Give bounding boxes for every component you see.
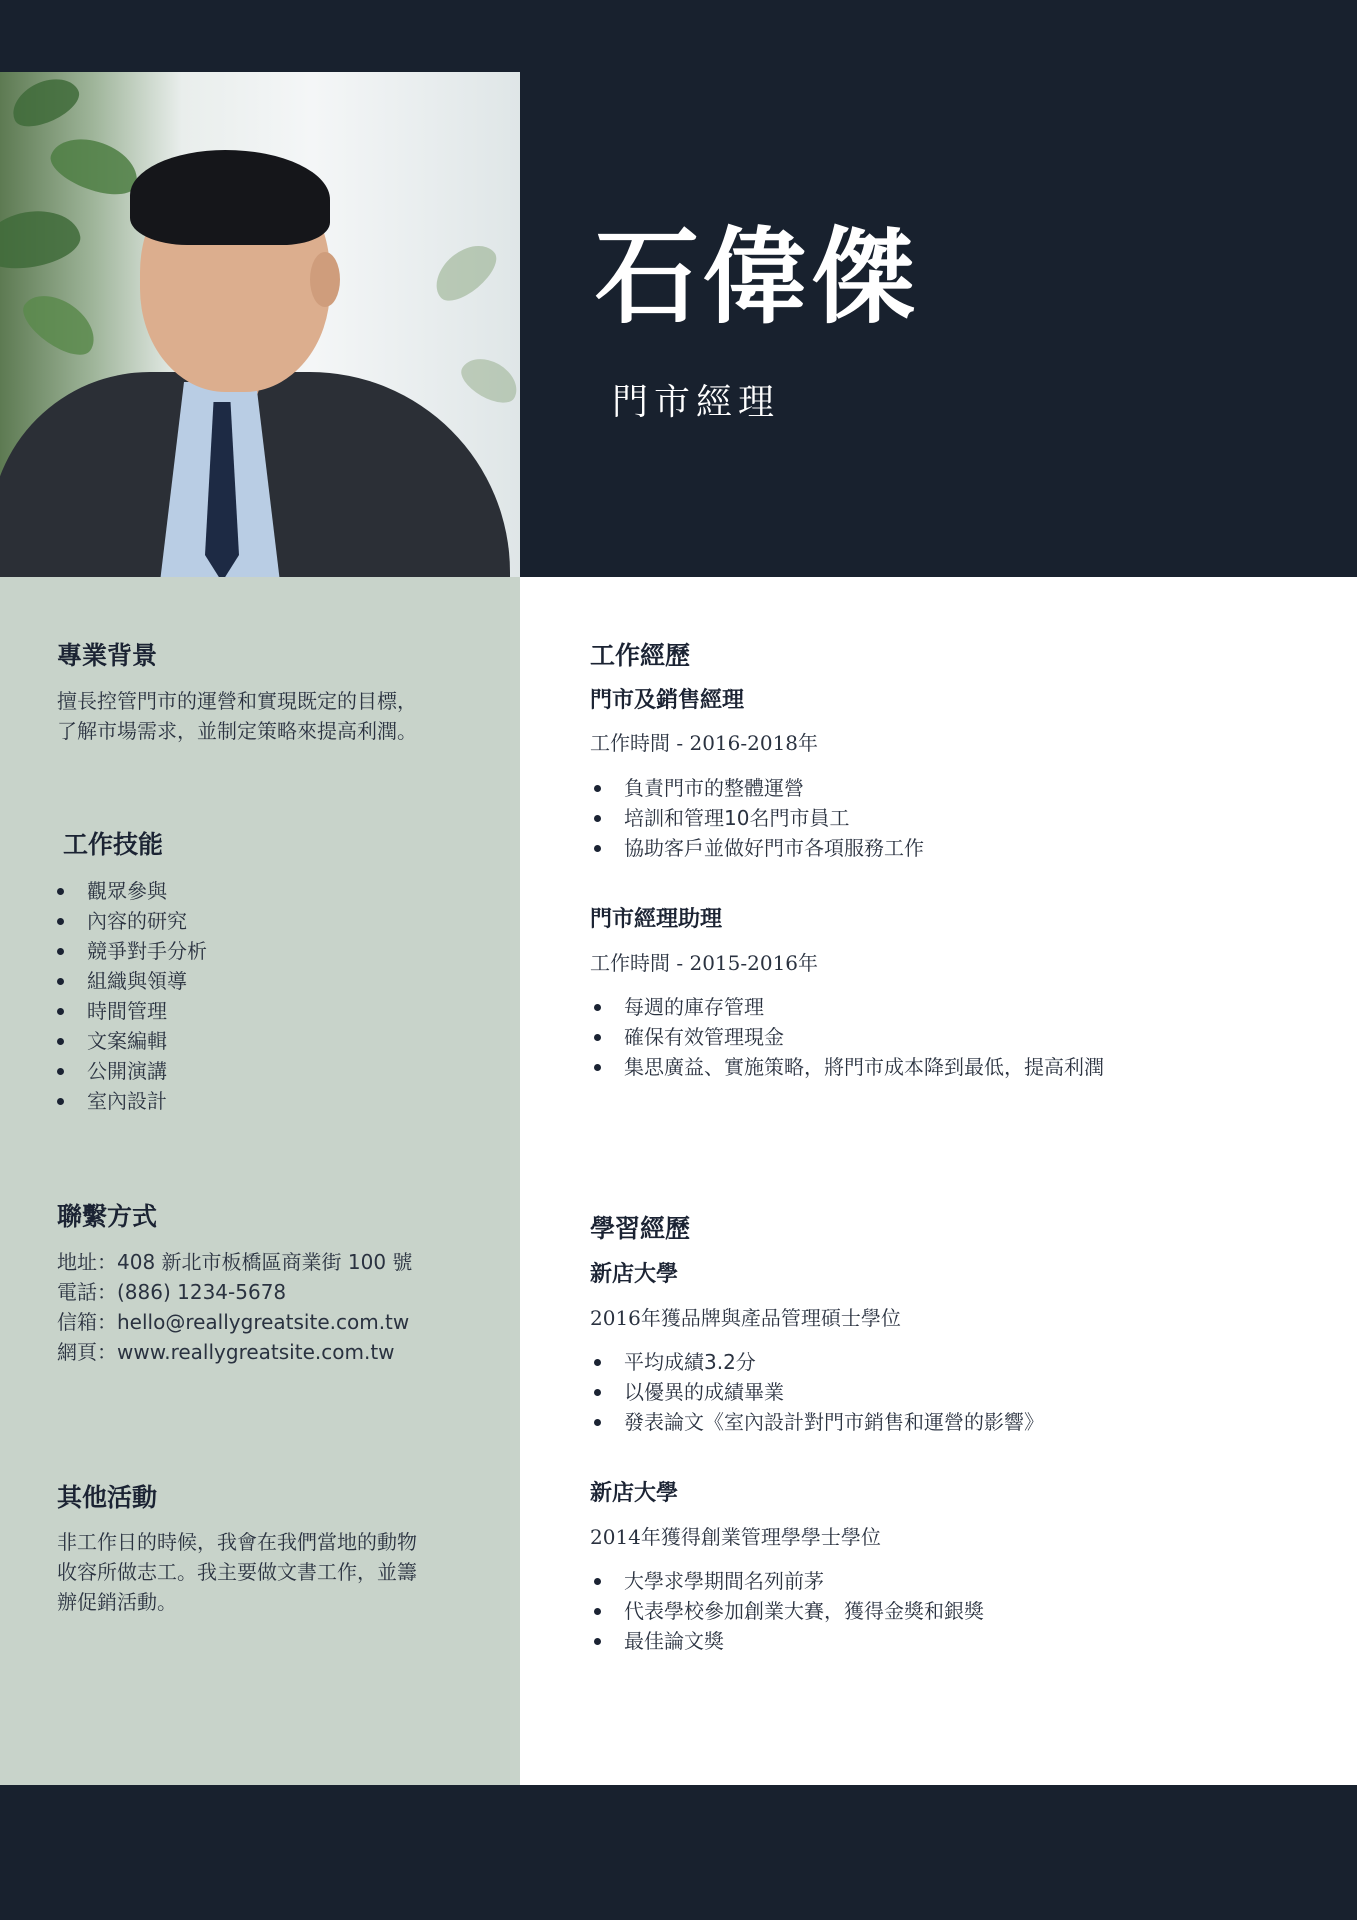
achievement: 以優異的成績畢業 — [594, 1377, 1044, 1407]
plant-leaf — [0, 204, 84, 276]
contact-website[interactable]: 網頁：www.reallygreatsite.com.tw — [57, 1340, 395, 1364]
skill-item: 內容的研究 — [57, 906, 207, 936]
job-period: 工作時間 - 2016-2018年 — [590, 731, 819, 755]
job-duties — [594, 773, 924, 863]
achievement: 平均成績3.2分 — [594, 1347, 1044, 1377]
skills-list — [57, 876, 207, 1116]
job-period: 工作時間 - 2015-2016年 — [590, 951, 819, 975]
job-duty: 確保有效管理現金 — [594, 1022, 1104, 1052]
activities-line: 辦促銷活動。 — [57, 1590, 177, 1614]
person-title: 門市經理 — [612, 382, 781, 423]
top-band — [0, 0, 1357, 72]
activities-heading: 其他活動 — [57, 1483, 158, 1512]
degree: 2014年獲得創業管理學學士學位 — [590, 1525, 881, 1549]
school-achievements — [594, 1566, 984, 1656]
achievement: 代表學校參加創業大賽，獲得金獎和銀獎 — [594, 1596, 984, 1626]
profile-line: 了解市場需求，並制定策略來提高利潤。 — [57, 719, 417, 743]
contact-email[interactable]: 信箱：hello@reallygreatsite.com.tw — [57, 1310, 410, 1334]
skill-item: 競爭對手分析 — [57, 936, 207, 966]
job-duty: 集思廣益、實施策略，將門市成本降到最低，提高利潤 — [594, 1052, 1104, 1082]
activities-line: 收容所做志工。我主要做文書工作，並籌 — [57, 1560, 417, 1584]
activities-text — [57, 1527, 477, 1617]
job-title: 門市及銷售經理 — [590, 688, 745, 713]
skill-item: 觀眾參與 — [57, 876, 207, 906]
achievement: 最佳論文獎 — [594, 1626, 984, 1656]
profile-line: 擅長控管門市的運營和實現既定的目標， — [57, 689, 417, 713]
school-name: 新店大學 — [590, 1262, 679, 1287]
skill-item: 組織與領導 — [57, 966, 207, 996]
bottom-band — [0, 1785, 1357, 1920]
plant-leaf — [15, 283, 106, 365]
skill-item: 室內設計 — [57, 1086, 207, 1116]
hair — [130, 150, 330, 245]
job-duty: 協助客戶並做好門市各項服務工作 — [594, 833, 924, 863]
ear — [310, 252, 340, 307]
profile-photo — [0, 72, 520, 577]
plant-leaf — [425, 234, 504, 310]
skill-item: 時間管理 — [57, 996, 207, 1026]
school-name: 新店大學 — [590, 1481, 679, 1506]
contact-phone[interactable]: 電話：(886) 1234-5678 — [57, 1280, 287, 1304]
profile-text — [57, 686, 477, 746]
job-duties — [594, 992, 1104, 1082]
plant-leaf — [455, 349, 520, 410]
plant-leaf — [5, 72, 85, 135]
job-duty: 每週的庫存管理 — [594, 992, 1104, 1022]
contact-address: 地址：408 新北市板橋區商業街 100 號 — [57, 1250, 413, 1274]
person-name: 石偉傑 — [595, 216, 920, 338]
skill-item: 文案編輯 — [57, 1026, 207, 1056]
profile-heading: 專業背景 — [57, 641, 158, 670]
job-title: 門市經理助理 — [590, 907, 723, 932]
activities-line: 非工作日的時候，我會在我們當地的動物 — [57, 1530, 417, 1554]
degree: 2016年獲品牌與產品管理碩士學位 — [590, 1306, 901, 1330]
skill-item: 公開演講 — [57, 1056, 207, 1086]
school-achievements — [594, 1347, 1044, 1437]
skills-heading: 工作技能 — [63, 830, 164, 859]
work-heading: 工作經歷 — [590, 641, 691, 670]
education-heading: 學習經歷 — [590, 1214, 691, 1243]
job-duty: 負責門市的整體運營 — [594, 773, 924, 803]
achievement: 大學求學期間名列前茅 — [594, 1566, 984, 1596]
contact-heading: 聯繫方式 — [57, 1202, 158, 1231]
achievement: 發表論文《室內設計對門市銷售和運營的影響》 — [594, 1407, 1044, 1437]
job-duty: 培訓和管理10名門市員工 — [594, 803, 924, 833]
